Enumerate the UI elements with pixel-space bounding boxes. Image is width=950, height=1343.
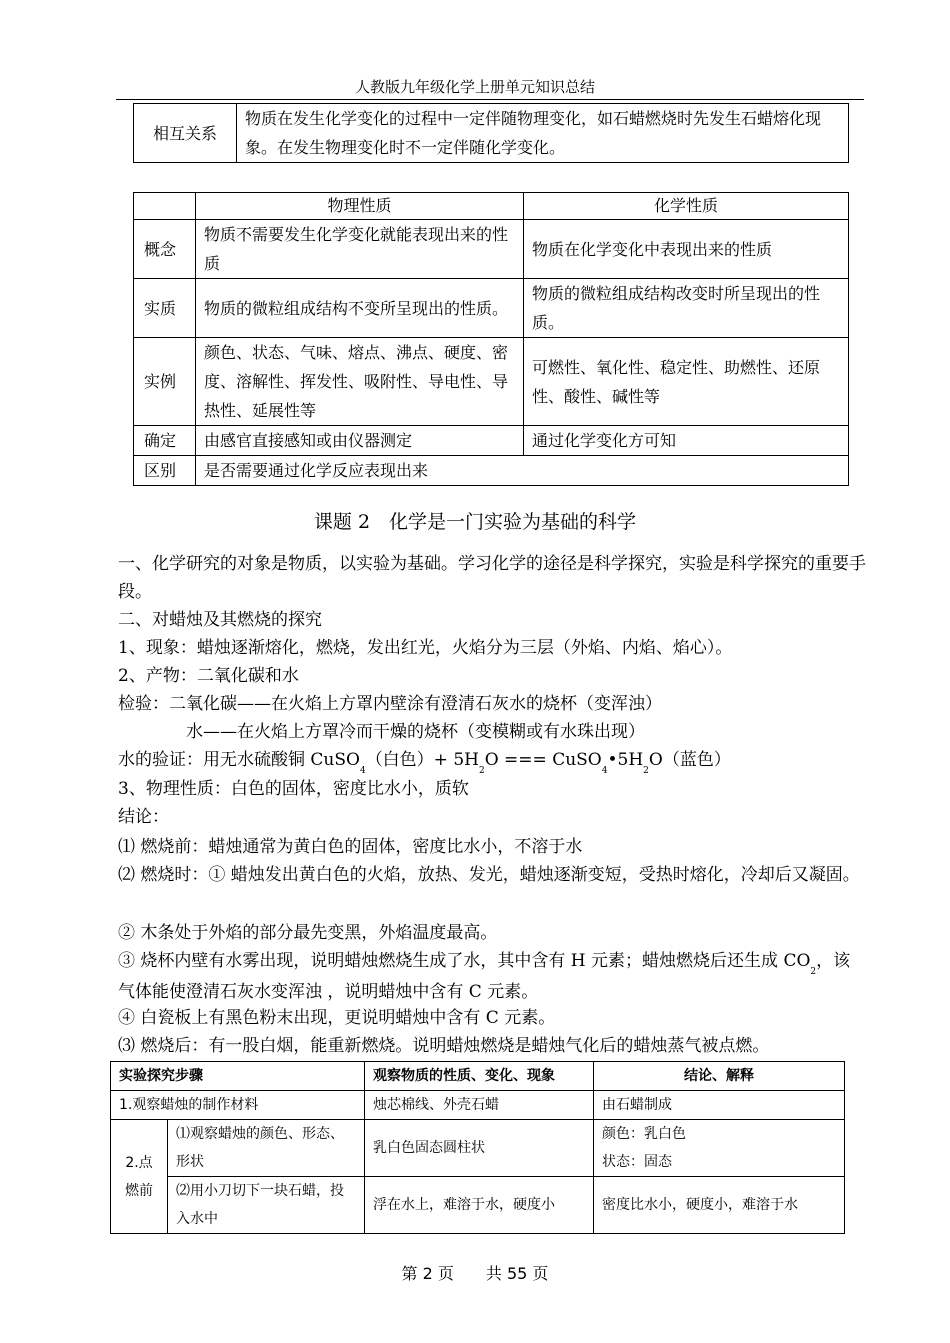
conclusion-cell [594,1120,845,1177]
paragraph-test-water: 水——在火焰上方罩冷而干燥的烧杯（变模糊或有水珠出现） [186,722,645,742]
section-title: 课题 2 化学是一门实验为基础的科学 [313,511,637,533]
paragraph-physical-property: 3、物理性质：白色的固体，密度比水小，质软 [118,779,469,799]
paragraph-test-co2: 检验：二氧化碳——在火焰上方罩内壁涂有澄清石灰水的烧杯（变浑浊） [118,694,662,714]
header-observation: 观察物质的性质、变化、现象 [365,1062,594,1091]
observation-cell: 烛芯棉线、外壳石蜡 [365,1091,594,1120]
paragraph-after-burning: ⑶ 燃烧后：有一股白烟，能重新燃烧。说明蜡烛燃烧是蜡烛气化后的蜡烛蒸气被点燃。 [118,1036,770,1056]
paragraph-products: 2、产物：二氧化碳和水 [118,666,299,686]
formula-text: O（蓝色） [648,750,731,770]
formula-text: •5H [607,750,644,770]
paragraph-text: ，该气体能使澄清石灰水变浑浊 ，说明蜡烛中含有 C 元素。 [118,951,851,1002]
chemical-cell: 物质在化学变化中表现出来的性质 [524,220,849,279]
subscript: 4 [601,766,608,776]
property-header-row [134,193,849,220]
observation-cell: 浮在水上，难溶于水，硬度小 [365,1177,594,1234]
paragraph-outer-flame: ② 木条处于外焰的部分最先变黑，外焰温度最高。 [118,923,498,943]
header-physical: 物理性质 [196,193,524,220]
chemical-cell: 物质的微粒组成结构改变时所呈现出的性质。 [524,279,849,338]
paragraph-conclusion-label: 结论： [118,807,169,827]
group-label: 2.点燃前 [111,1120,168,1234]
table-row [134,220,849,279]
header-divider [116,99,864,100]
paragraph-research-object: 一、化学研究的对象是物质，以实验为基础。学习化学的途径是科学探究，实验是科学探究的重要手段。 [118,554,866,602]
header-chemical: 化学性质 [524,193,849,220]
header-cell-empty [134,193,196,220]
paragraph-candle-heading: 二、对蜡烛及其燃烧的探究 [118,610,322,630]
formula-text: 水的验证：用无水硫酸铜 CuSO [118,750,360,770]
physical-cell: 物质不需要发生化学变化就能表现出来的性质 [196,220,524,279]
row-label: 确定 [134,426,196,456]
relation-label: 相互关系 [134,104,237,163]
conclusion-line: 颜色：乳白色 [602,1126,686,1142]
paragraph-while-burning: ⑵ 燃烧时：① 蜡烛发出黄白色的火焰，放热、发光，蜡烛逐渐变短，受热时熔化，冷却后又凝固。 [118,865,860,885]
page-header: 人教版九年级化学上册单元知识总结 [354,78,595,96]
subscript: 4 [359,766,366,776]
paragraph-black-powder: ④ 白瓷板上有黑色粉末出现，更说明蜡烛中含有 C 元素。 [118,1008,556,1028]
step-cell: ⑴观察蜡烛的颜色、形态、形状 [168,1120,365,1177]
table-row [134,279,849,338]
experiment-header-row [111,1062,845,1091]
difference-cell: 是否需要通过化学反应表现出来 [196,456,849,486]
row-label: 区别 [134,456,196,486]
table-row [134,426,849,456]
conclusion-cell: 由石蜡制成 [594,1091,845,1120]
physical-cell: 物质的微粒组成结构不变所呈现出的性质。 [196,279,524,338]
row-label: 实质 [134,279,196,338]
table-row [134,456,849,486]
physical-cell: 由感官直接感知或由仪器测定 [196,426,524,456]
formula-text: （白色）+ 5H [365,750,479,770]
property-table [133,192,849,486]
paragraph-text: ③ 烧杯内壁有水雾出现，说明蜡烛燃烧生成了水，其中含有 H 元素；蜡烛燃烧后还生成 CO [118,951,811,971]
experiment-table [110,1061,845,1234]
conclusion-line: 状态：固态 [602,1154,672,1170]
paragraph-water-carbon [118,947,866,1006]
physical-cell: 颜色、状态、气味、熔点、沸点、硬度、密度、溶解性、挥发性、吸附性、导电性、导热性、延展性等 [196,338,524,426]
paragraph-before-burning: ⑴ 燃烧前：蜡烛通常为黄白色的固体，密度比水小，不溶于水 [118,837,583,857]
relation-text: 物质在发生化学变化的过程中一定伴随物理变化，如石蜡燃烧时先发生石蜡熔化现象。在发生物理变化时不一定伴随化学变化。 [237,104,849,163]
subscript: 2 [810,967,817,977]
paragraph-water-verify [118,746,866,777]
row-label: 实例 [134,338,196,426]
observation-cell: 乳白色固态圆柱状 [365,1120,594,1177]
page-footer: 第 2 页 共 55 页 [401,1264,549,1283]
table-row [111,1177,845,1234]
header-conclusion: 结论、解释 [594,1062,845,1091]
row-label: 概念 [134,220,196,279]
step-cell: 1.观察蜡烛的制作材料 [111,1091,365,1120]
relation-table [133,103,849,163]
chemical-cell: 通过化学变化方可知 [524,426,849,456]
paragraph-phenomenon: 1、现象：蜡烛逐渐熔化，燃烧，发出红光，火焰分为三层（外焰、内焰、焰心）。 [118,638,733,658]
table-row [111,1091,845,1120]
header-step: 实验探究步骤 [111,1062,365,1091]
subscript: 2 [643,766,649,776]
table-row [111,1120,845,1177]
chemical-cell: 可燃性、氧化性、稳定性、助燃性、还原性、酸性、碱性等 [524,338,849,426]
conclusion-cell: 密度比水小，硬度小，难溶于水 [594,1177,845,1234]
table-row [134,338,849,426]
formula-text: O === CuSO [484,750,602,770]
step-cell: ⑵用小刀切下一块石蜡，投入水中 [168,1177,365,1234]
subscript: 2 [478,766,485,776]
